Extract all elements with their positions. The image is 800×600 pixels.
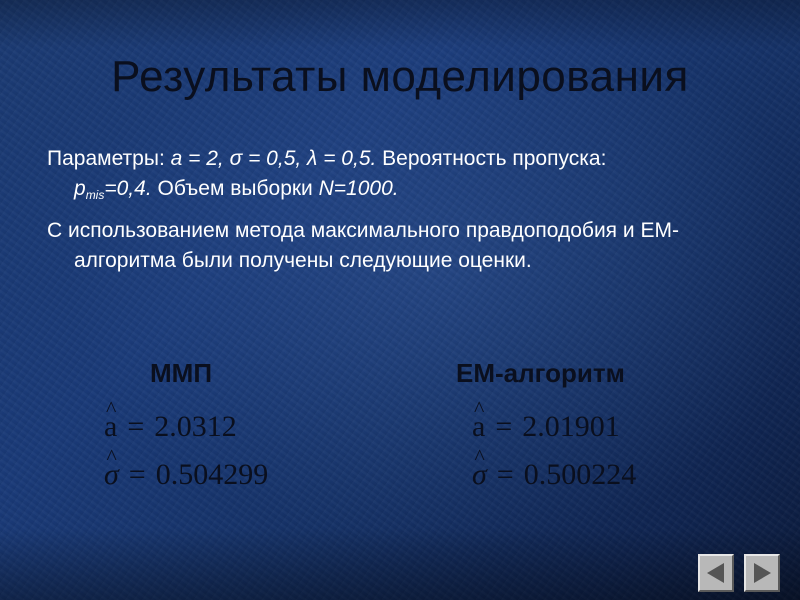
em-a-value: 2.01901	[522, 410, 620, 443]
em-sigma-estimate: ^ σ = 0.500224	[472, 458, 636, 492]
mmp-a-symbol: ^ a	[104, 410, 117, 444]
sample-value: N=1000.	[318, 177, 399, 200]
parameters-block	[47, 144, 687, 282]
mmp-sigma-estimate: ^ σ = 0.504299	[104, 458, 268, 492]
slide-title: Результаты моделирования	[111, 52, 689, 101]
triangle-left-icon	[703, 560, 729, 586]
previous-slide-button[interactable]	[698, 554, 734, 592]
em-a-estimate: ^ a = 2.01901	[472, 410, 620, 444]
sample-label: Объем выборки	[151, 177, 319, 200]
p-value: =0,4.	[104, 177, 152, 200]
em-header: ЕМ-алгоритм	[456, 358, 625, 388]
method-paragraph: С использованием метода максимального правдоподобия и ЕМ-алгоритма были получены следующие оценки.	[47, 219, 679, 272]
mmp-sigma-symbol: ^ σ	[104, 458, 119, 492]
em-a-symbol: ^ a	[472, 410, 485, 444]
triangle-right-icon	[749, 560, 775, 586]
params-label: Параметры:	[47, 147, 171, 170]
mmp-sigma-value: 0.504299	[155, 458, 269, 491]
em-sigma-symbol: ^ σ	[472, 458, 487, 492]
next-slide-button[interactable]	[744, 554, 780, 592]
p-subscript: mis	[85, 188, 105, 202]
mmp-header: ММП	[150, 358, 213, 388]
mmp-a-value: 2.0312	[154, 410, 237, 443]
em-sigma-value: 0.500224	[523, 458, 637, 491]
parameters-paragraph	[47, 144, 687, 210]
params-values: a = 2, σ = 0,5, λ = 0,5.	[170, 147, 377, 170]
probability-label: Вероятность пропуска:	[376, 147, 607, 170]
p-symbol: p	[74, 177, 86, 200]
mmp-a-estimate: ^ a = 2.0312	[104, 410, 237, 444]
